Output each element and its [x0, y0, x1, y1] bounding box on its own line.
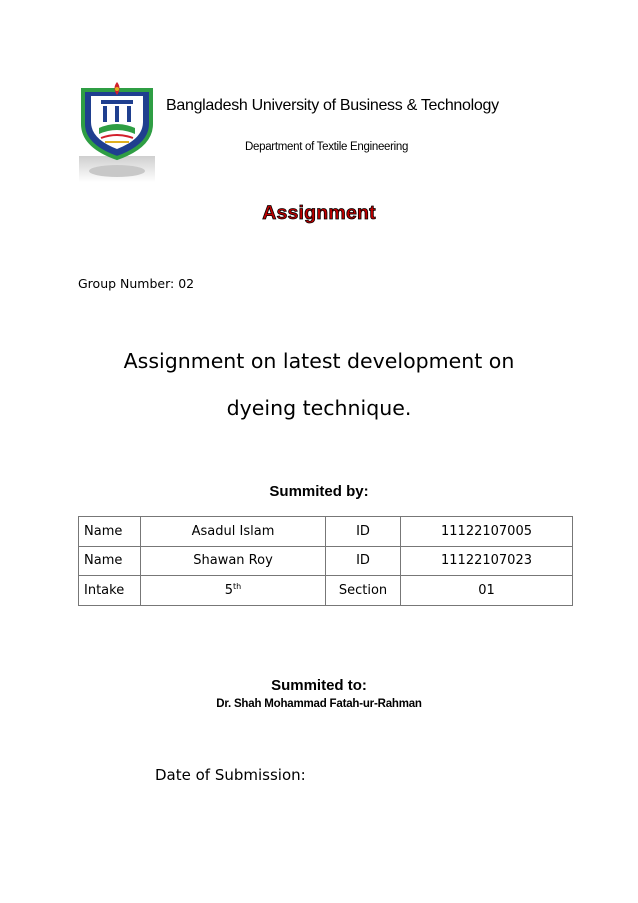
table-cell: Intake	[79, 576, 141, 606]
table-row	[79, 576, 573, 606]
table-cell: Name	[79, 546, 141, 576]
university-logo-icon	[79, 76, 155, 182]
university-name: Bangladesh University of Business & Technology	[166, 97, 499, 114]
table-row	[79, 546, 573, 576]
table-cell: 11122107023	[401, 546, 573, 576]
table-cell: 01	[401, 576, 573, 606]
table-cell: ID	[326, 546, 401, 576]
date-of-submission-label: Date of Submission:	[155, 766, 306, 784]
table-cell: ID	[326, 517, 401, 547]
supervisor-name: Dr. Shah Mohammad Fatah-ur-Rahman	[216, 698, 422, 710]
department-name: Department of Textile Engineering	[245, 141, 409, 153]
document-heading: Assignment	[262, 202, 376, 224]
assignment-title-line-2: dyeing technique.	[226, 396, 412, 420]
intake-value: 5	[224, 583, 234, 599]
table-row	[79, 517, 573, 547]
intake-cell	[141, 576, 326, 606]
table-cell: Section	[326, 576, 401, 606]
members-table	[78, 516, 573, 606]
assignment-title-line-1: Assignment on latest development on	[123, 349, 515, 373]
submitted-by-label: Summited by:	[269, 483, 369, 500]
group-number: Group Number: 02	[78, 276, 195, 291]
table-cell: Shawan Roy	[141, 546, 326, 576]
table-cell: 11122107005	[401, 517, 573, 547]
table-cell: Name	[79, 517, 141, 547]
table-cell: Asadul Islam	[141, 517, 326, 547]
ordinal-suffix: th	[233, 582, 242, 592]
submitted-to-label: Summited to:	[271, 677, 367, 694]
